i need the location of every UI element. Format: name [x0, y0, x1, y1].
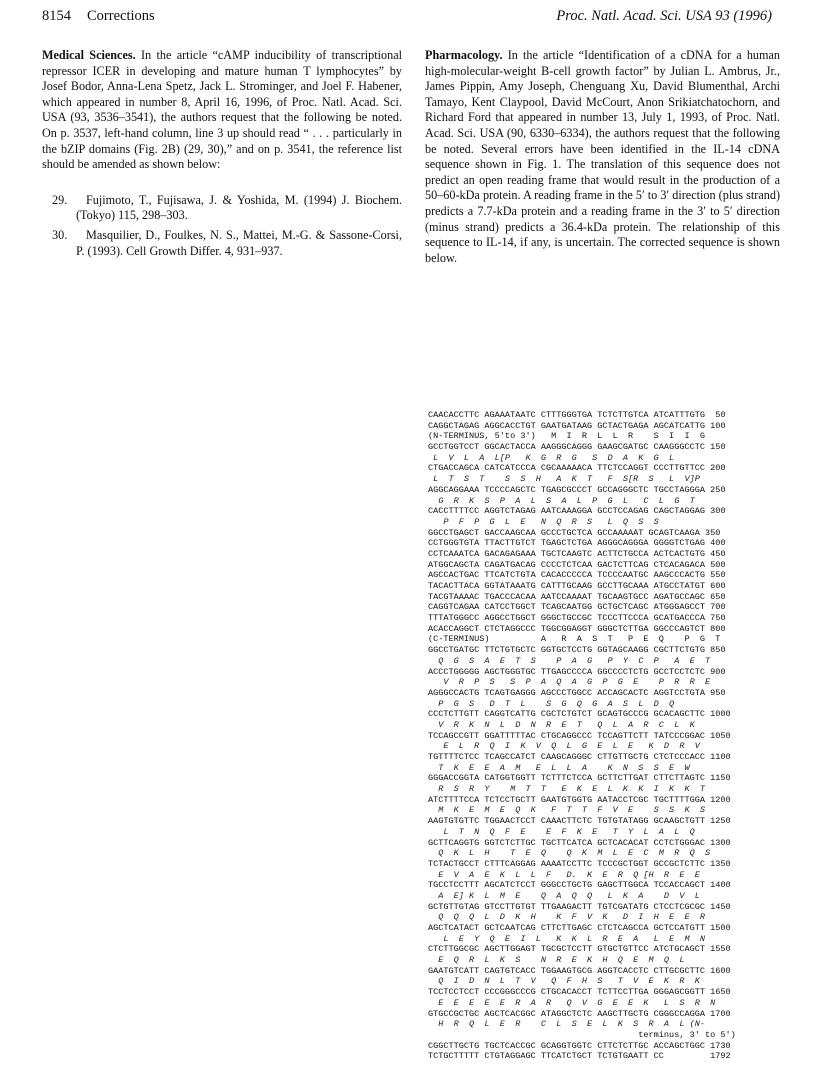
nucleotide-row: GAATGTCATT CAGTGTCACC TGGAAGTGCG AGGTCACCTC CTTGCGCTTC 1600	[428, 965, 731, 976]
nucleotide-row: CAACACCTTC AGAAATAATC CTTTGGGTGA TCTCTTGTCA ATCATTTGTG 50	[428, 410, 726, 420]
page-header	[42, 8, 772, 28]
journal-citation: Proc. Natl. Acad. Sci. USA 93 (1996)	[556, 8, 772, 24]
section-title: Corrections	[87, 8, 155, 24]
pharmacology-correction	[425, 48, 780, 266]
reference-number: 29.	[52, 192, 68, 207]
section-heading: Medical Sciences.	[42, 48, 136, 62]
nucleotide-row: TCTACTGCCT CTTTCAGGAG AAAATCCTTC TCCCGCTGGT GCCGCTCTTC 1350	[428, 858, 731, 869]
reference-text: Fujimoto, T., Fujisawa, J. & Yoshida, M. (1994) J. Biochem. (Tokyo) 115, 298–303.	[76, 192, 402, 223]
nucleotide-row: TGTTTTCTCC TCAGCCATCT CAAGCAGGGC CTTGTTGCTG CTCTCCCACC 1100	[428, 752, 731, 762]
amino-acid-row: Q I D N L T V Q F H S T V E K R K	[428, 976, 700, 987]
nucleotide-row: TACGTAAAAC TGACCCACAA AATCCAAAAT TGCAAGTGCC AGATGCCAGC 650	[428, 591, 726, 602]
nucleotide-row: CAGGCTAGAG AGGCACCTGT GAATGATAAG GCTACTGAGA AGCATCATTG 100	[428, 420, 726, 431]
amino-acid-row: P F P G L E N Q R S L Q S S	[428, 516, 659, 527]
nucleotide-row: TCCAGCCGTT GGATTTTTAC CTGCAGGCCC TCCAGTTCTT TATCCCGGAC 1050	[428, 730, 731, 741]
header-left	[42, 8, 155, 25]
nucleotide-row: TCTGCTTTTT CTGTAGGAGC TTCATCTGCT TCTGTGAATT CC 1792	[428, 1051, 731, 1062]
nucleotide-row: CACCTTTTCC AGGTCTAGAG AATCAAAGGA GCCTCCAGAG CAGCTAGGAG 300	[428, 506, 726, 517]
nucleotide-row: TGCCTCCTTT AGCATCTCCT GGGCCTGCTG GAGCTTGGCA TCCACCAGCT 1400	[428, 880, 731, 891]
nucleotide-row: GCCTGGTCCT GGCACTACCA AAGGGCAGGG GAAGCGATGC CAAGGGCCTC 150	[428, 442, 726, 453]
amino-acid-row: Q Q Q L D K H K F V K D I H E E R	[428, 912, 705, 923]
nucleotide-row: CCTCAAATCA GACAGAGAAA TGCTCAAGTC ACTTCTGCCA ACTCACTGTG 450	[428, 548, 726, 559]
nucleotide-row: TTTATGGGCC AGGCCTGGCT GGGCTGCCGC TCCCTTCCCA GCATGACCCA 750	[428, 613, 726, 624]
amino-acid-row: P G S D T L S G Q G A S L D Q	[428, 698, 675, 709]
sequence-annotation: (C-TERMINUS) A R A S T P E Q P G T	[428, 634, 721, 645]
nucleotide-row: GGCCTGAGCT GACCAAGCAA GCCCTGCTCA GCCAAAAAT GCAGTCAAGA 350	[428, 527, 721, 538]
amino-acid-row: E E E E E R A R Q V G E E K L S R N	[428, 997, 716, 1008]
nucleotide-row: ATGGCAGCTA CAGATGACAG CCCCTCTCAA GACTCTTCAG CTCACAGACA 500	[428, 559, 726, 570]
nucleotide-row: AGCCACTGAC TTCATCTGTA CACACCCCCA TCCCCAATGC AAGCCCACTG 550	[428, 570, 726, 581]
left-column	[42, 48, 402, 263]
amino-acid-row: G R K S P A L S A L P G L C L G T	[428, 495, 695, 506]
sequence-annotation: (N-TERMINUS, 5'to 3') M I R L L R S I I G	[428, 431, 705, 442]
nucleotide-row: ACACCAGGCT CTCTAGGCCC TGGCGGAGGT GGGCTCTTGA GGCCCAGTCT 800	[428, 623, 726, 634]
amino-acid-row: L T S T S S H A K T F S[R S L V]P	[428, 474, 700, 485]
nucleotide-row: GTGCCGCTGC AGCTCACGGC ATAGGCTCTC AAGCTTGCTG CGGGCCAGGA 1700	[428, 1008, 731, 1019]
nucleotide-row: CTGACCAGCA CATCATCCCA CGCAAAAACA TTCTCCAGGT CCCTTGTTCC 200	[428, 463, 726, 474]
reference-text: Masquilier, D., Foulkes, N. S., Mattei, M.-G. & Sassone-Corsi, P. (1993). Cell Growth Differ. 4, 931–937.	[76, 227, 402, 258]
page-number: 8154	[42, 8, 71, 24]
nucleotide-row: TACACTTACA GGTATAAATG CATTTGCAAG GCCTTGCAAA ATGCCTATGT 600	[428, 581, 726, 591]
reference-item	[42, 228, 402, 259]
nucleotide-row: GGCCTGATGC TTCTGTGCTC GGTGCTCCTG GGTAGCAAGG CGCTTCTGTG 850	[428, 645, 726, 656]
medical-sciences-correction	[42, 48, 402, 173]
reference-item	[42, 193, 402, 224]
amino-acid-row: Q K L H T E Q Q K M L E C M R Q S	[428, 848, 711, 859]
nucleotide-row: ACCCTGGGGG AGCTGGGTGC TTGAGCCCCA GGCCCCTCTG GCCTCCTCTC 900	[428, 666, 726, 677]
amino-acid-row: E V A E K L L F D. K E R Q [H R E E	[428, 869, 700, 880]
reference-number: 30.	[52, 227, 68, 242]
nucleotide-row: TCCTCCTCCT CCCGGGCCCG CTGCACACCT TCTTCCTTGA GGGAGCGGTT 1650	[428, 987, 731, 998]
correction-text: In the article “Identification of a cDNA for a human high-molecular-weight B-cell growth factor” by Julian L. Ambrus, Jr., James Pippin, Amy Joseph, Chenguang Xu, David Blumenthal, Archi Tamayo, Kent Claypool, David McCourt, Anon Srikiatchatochorn, and Richard Ford that appeared in number 13, July 1, 1993, of Proc. Natl. Acad. Sci. USA (90, 6330–6334), the authors request that the following be noted. Several errors have been identified in the IL-14 cDNA sequence shown in Fig. 1. The translation of this sequence does not predict an open reading frame that would result in the production of a 50–60-kDa protein. A reading frame in the 5′ to 3′ direction (plus strand) predicts a 7.7-kDa protein and a reading frame in the 3′ to 5′ direction (minus strand) predicts a 36.4-kDa protein. The relationship of this sequence to IL-14, if any, is uncertain. The corrected sequence is shown below.	[425, 48, 781, 265]
amino-acid-row: E L R Q I K V Q L G E L E K D R V	[428, 741, 700, 752]
amino-acid-row: R S R Y M T T E K E L K K I K K T	[428, 784, 705, 795]
sequence-annotation: terminus, 3' to 5')	[428, 1029, 736, 1040]
cdna-sequence	[428, 410, 798, 1062]
amino-acid-row: L V L A L[P K G R G S D A K G L	[428, 452, 675, 463]
nucleotide-row: GGGACCGGTA CATGGTGGTT TCTTTCTCCA GCTTCTTGAT CTTCTTAGTC 1150	[428, 773, 731, 784]
nucleotide-row: CCTGGGTGTA TTACTTGTCT TGAGCTCTGA AGGGCAGGGA GGGGTCTGAG 400	[428, 538, 726, 549]
nucleotide-row: AAGTGTGTTC TGGAACTCCT CAAACTTCTC TGTGTATAGG GCAAGCTGTT 1250	[428, 816, 731, 827]
section-heading: Pharmacology.	[425, 48, 503, 62]
nucleotide-row: GCTGTTGTAG GTCCTTGTGT TTGAAGACTT TGTCGATATG CTCCTCGCGC 1450	[428, 901, 731, 912]
amino-acid-row: L T N Q F E E F K E T Y L A L Q	[428, 826, 695, 837]
nucleotide-row: CAGGTCAGAA CATCCTGGCT TCAGCAATGG GCTGCTCAGC ATGGGAGCCT 700	[428, 602, 726, 613]
nucleotide-row: CTCTTGGCGC AGCTTGGAGT TGCGCTCCTT GTGCTGTTCC ATCTGCAGCT 1550	[428, 944, 731, 955]
nucleotide-row: CCCTCTTGTT CAGGTCATTG CGCTCTGTCT GCAGTGCCCG GCACAGCTTC 1000	[428, 709, 731, 720]
amino-acid-row: V R P S S P A Q A G P G E P R R E	[428, 677, 711, 688]
amino-acid-row: V R K N L D N R E T Q L A R C L K	[428, 719, 695, 730]
amino-acid-row: A E] K L M E Q A Q Q L K A D V L	[428, 890, 700, 901]
nucleotide-row: ATCTTTTCCA TCTCCTGCTT GAATGTGGTG AATACCTCGC TGCTTTTGGA 1200	[428, 794, 731, 805]
nucleotide-row: AGGGCCACTG TCAGTGAGGG AGCCCTGGCC ACCAGCACTC AGGTCCTGTA 950	[428, 687, 726, 698]
right-column	[425, 48, 780, 266]
nucleotide-row: CGGCTTGCTG TGCTCACCGC GCAGGTGGTC CTTCTCTTGC ACCAGCTGGC 1730	[428, 1040, 731, 1051]
reference-list	[42, 193, 402, 259]
nucleotide-row: AGGCAGGAAA TCCCCAGCTC TGAGCGCCCT GCCAGGGCTC TGCCTAGGGA 250	[428, 484, 726, 495]
amino-acid-row: T K E E A M E L L A K N S S E W	[428, 762, 690, 773]
amino-acid-row: E Q R L K S N R E K H Q E M Q L	[428, 955, 685, 966]
nucleotide-row: GCTTCAGGTG GGTCTCTTGC TGCTTCATCA GCTCACACAT CCTCTGGGAC 1300	[428, 837, 731, 848]
amino-acid-row: Q G S A E T S P A G P Y C P A E T	[428, 655, 711, 666]
correction-text: In the article “cAMP inducibility of transcriptional repressor ICER in developing and mature human T lymphocytes” by Josef Bodor, Anna-Lena Spetz, Jack L. Strominger, and Joel F. Habener, which appeared in number 8, April 16, 1996, of Proc. Natl. Acad. Sci. USA (93, 3536–3541), the authors request that the following be noted. On p. 3537, left-hand column, line 3 up should read “ . . . particularly in the bZIP domains (Fig. 2B) (29, 30),” and on p. 3541, the reference list should be amended as shown below:	[42, 48, 403, 172]
nucleotide-row: AGCTCATACT GCTCAATCAG CTTCTTGAGC CTCTCAGCCA GCTCCATGTT 1500	[428, 923, 731, 933]
amino-acid-row: H R Q L E R C L S E L K S R A L (N-	[428, 1019, 705, 1030]
amino-acid-row: L E Y Q E I L K K L R E A L E M N	[428, 933, 705, 944]
amino-acid-row: M K E M E Q K F T T F V E S S K S	[428, 805, 705, 816]
